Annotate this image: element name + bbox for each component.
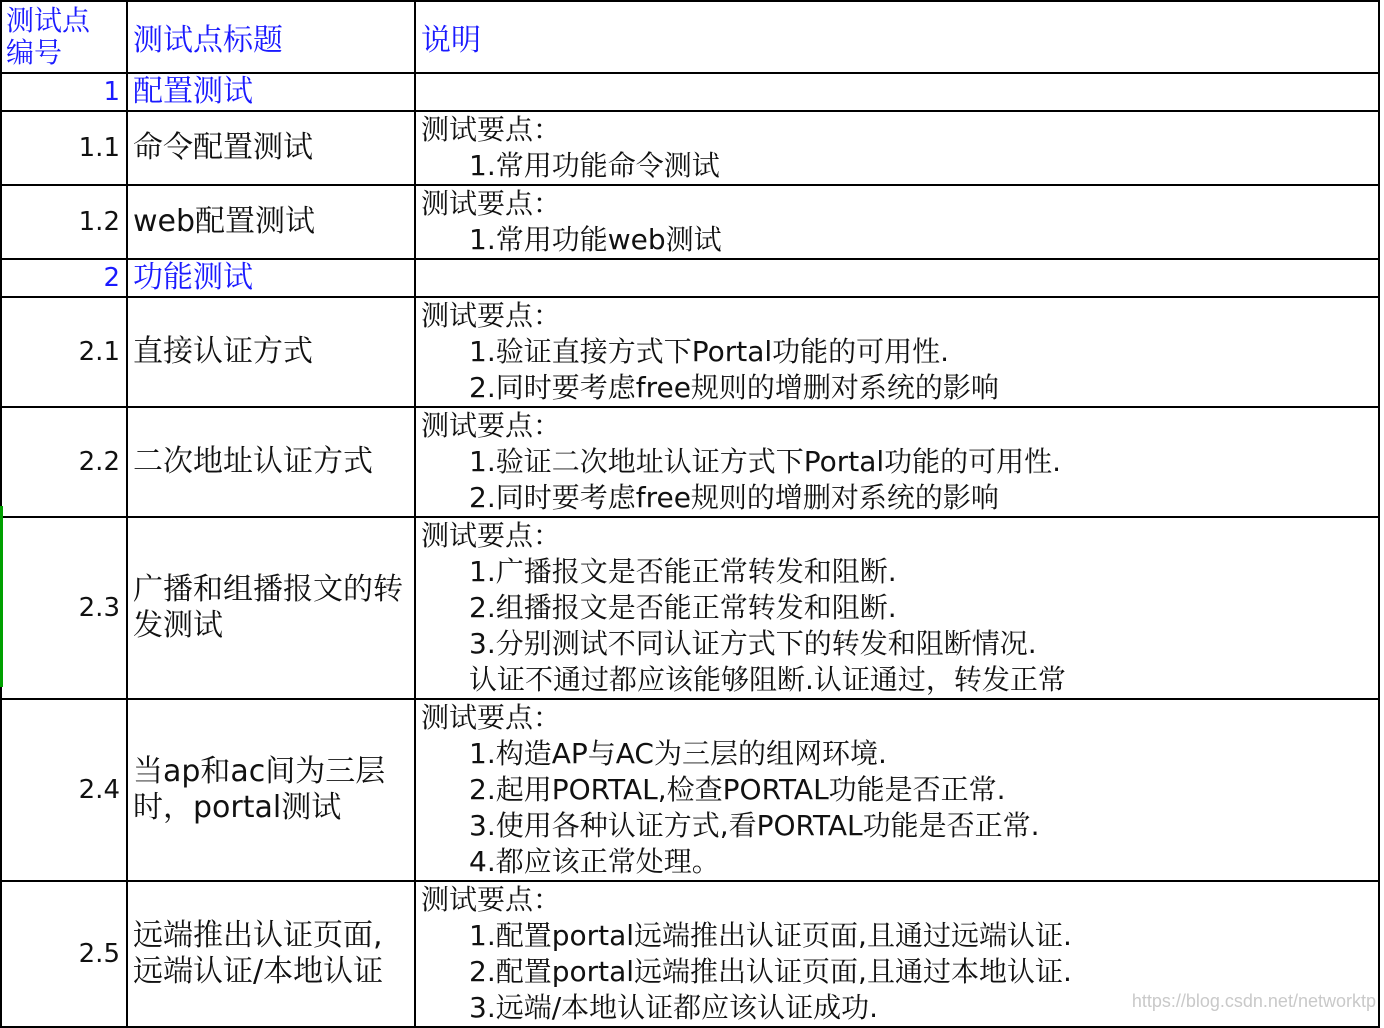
table-row	[1, 517, 1379, 699]
watermark-text: https://blog.csdn.net/networktp	[1131, 991, 1376, 1011]
row-description	[415, 699, 1379, 881]
description-line: 3.分别测试不同认证方式下的转发和阻断情况.	[469, 627, 1037, 660]
row-number: 2.4	[1, 699, 127, 881]
row-title-line: 远端推出认证页面,	[133, 918, 383, 953]
description-line: 1.验证直接方式下Portal功能的可用性.	[469, 335, 950, 368]
description-line: 认证不通过都应该能够阻断.认证通过，转发正常	[469, 663, 1066, 696]
description-line: 1.广播报文是否能正常转发和阻断.	[469, 555, 897, 588]
table-row	[1, 407, 1379, 517]
description-line: 1.配置portal远端推出认证页面,且通过远端认证.	[469, 919, 1072, 952]
row-title: web配置测试	[127, 185, 415, 259]
row-title: 直接认证方式	[127, 297, 415, 407]
header-test-title: 测试点标题	[127, 1, 415, 73]
row-number: 2	[1, 259, 127, 297]
description-line: 3.远端/本地认证都应该认证成功.	[469, 991, 879, 1024]
row-title-line: 远端认证/本地认证	[133, 954, 384, 989]
row-title: 命令配置测试	[127, 111, 415, 185]
row-title	[127, 517, 415, 699]
description-line: 1.验证二次地址认证方式下Portal功能的可用性.	[469, 445, 1062, 478]
row-description	[415, 297, 1379, 407]
row-title: 二次地址认证方式	[127, 407, 415, 517]
description-heading: 测试要点：	[421, 701, 562, 734]
row-number: 1.2	[1, 185, 127, 259]
row-description	[415, 407, 1379, 517]
header-test-id-line1: 测试点	[6, 4, 91, 37]
table-row	[1, 185, 1379, 259]
table-row	[1, 259, 1379, 297]
row-number: 1	[1, 73, 127, 111]
description-heading: 测试要点：	[421, 299, 562, 332]
row-title-line: 时，portal测试	[133, 790, 342, 825]
row-number: 2.2	[1, 407, 127, 517]
row-number: 2.3	[1, 517, 127, 699]
table-row	[1, 73, 1379, 111]
description-line: 2.同时要考虑free规则的增删对系统的影响	[469, 481, 999, 514]
header-test-id	[1, 1, 127, 73]
row-title	[127, 699, 415, 881]
row-description	[415, 517, 1379, 699]
row-description	[415, 185, 1379, 259]
table-row	[1, 297, 1379, 407]
description-line: 2.起用PORTAL,检查PORTAL功能是否正常.	[469, 773, 1006, 806]
row-description	[415, 259, 1379, 297]
description-heading: 测试要点：	[421, 519, 562, 552]
description-heading: 测试要点：	[421, 187, 562, 220]
description-line: 1.常用功能命令测试	[469, 149, 720, 182]
description-heading: 测试要点：	[421, 883, 562, 916]
row-number: 1.1	[1, 111, 127, 185]
description-heading: 测试要点：	[421, 113, 562, 146]
description-line: 1.构造AP与AC为三层的组网环境.	[469, 737, 887, 770]
row-title: 功能测试	[127, 259, 415, 297]
row-number: 2.5	[1, 881, 127, 1027]
description-line: 1.常用功能web测试	[469, 223, 722, 256]
table-header-row	[1, 1, 1379, 73]
description-line: 2.配置portal远端推出认证页面,且通过本地认证.	[469, 955, 1072, 988]
row-title-line: 发测试	[133, 608, 223, 643]
description-line: 2.组播报文是否能正常转发和阻断.	[469, 591, 897, 624]
row-selection-marker	[0, 506, 3, 687]
row-title-line: 广播和组播报文的转	[133, 572, 403, 607]
row-description	[415, 111, 1379, 185]
row-title: 配置测试	[127, 73, 415, 111]
table-row	[1, 111, 1379, 185]
header-test-id-line2: 编号	[6, 36, 63, 69]
description-line: 3.使用各种认证方式,看PORTAL功能是否正常.	[469, 809, 1040, 842]
description-heading: 测试要点：	[421, 409, 562, 442]
header-description: 说明	[415, 1, 1379, 73]
table-row	[1, 699, 1379, 881]
row-number: 2.1	[1, 297, 127, 407]
description-line: 2.同时要考虑free规则的增删对系统的影响	[469, 371, 999, 404]
row-title-line: 当ap和ac间为三层	[133, 754, 386, 789]
row-description	[415, 73, 1379, 111]
row-title	[127, 881, 415, 1027]
description-line: 4.都应该正常处理。	[469, 845, 720, 878]
